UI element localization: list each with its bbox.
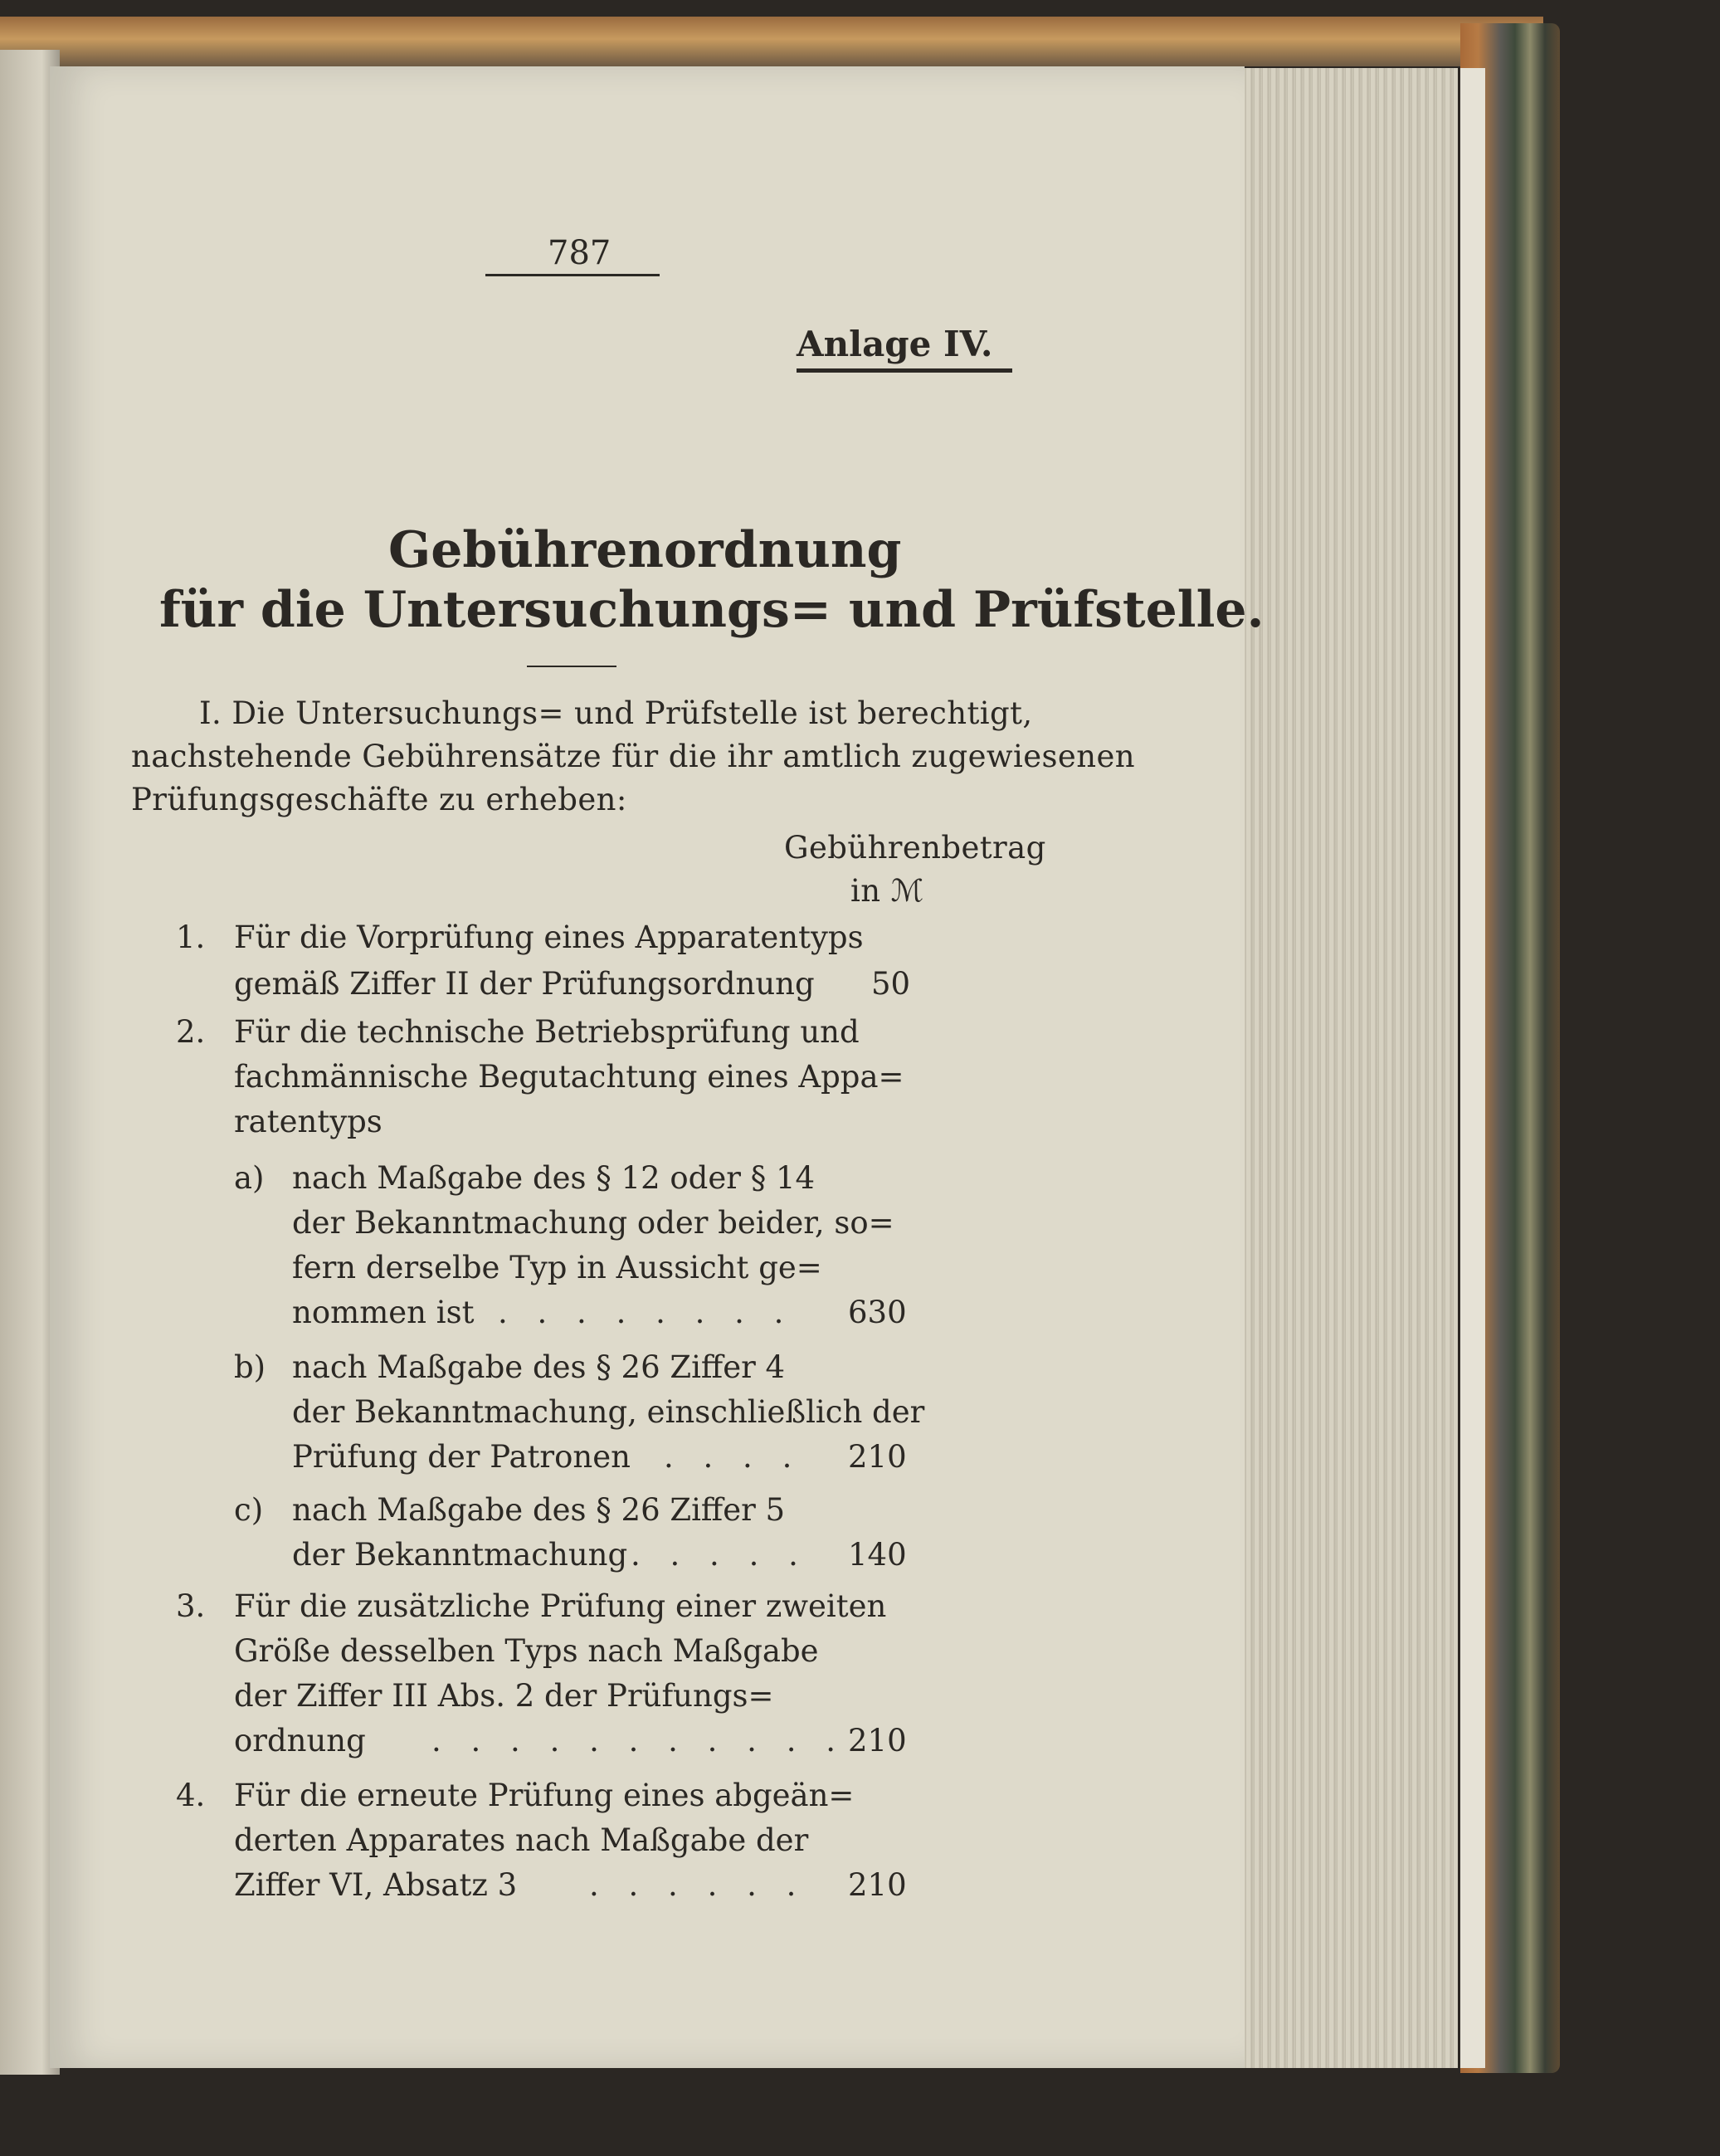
- item-text-line: nach Maßgabe des § 26 Ziffer 4: [292, 1349, 786, 1385]
- fee-amount: 50: [871, 966, 911, 1002]
- appendix-label: Anlage IV.: [797, 324, 993, 364]
- dot-leaders: . . . . . . . .: [498, 1295, 794, 1330]
- intro-line-3: Prüfungsgeschäfte zu erheben:: [131, 782, 627, 817]
- page-number-rule: [485, 274, 660, 276]
- page-title-line-1: Gebührenordnung: [388, 521, 902, 579]
- fee-amount: 140: [848, 1537, 907, 1573]
- item-text-line: Prüfung der Patronen: [292, 1439, 631, 1475]
- fee-amount: 210: [848, 1867, 907, 1903]
- intro-line-1: I. Die Untersuchungs= und Prüfstelle ist berechtigt,: [199, 695, 1033, 731]
- page-stack-edges: [1236, 68, 1458, 2068]
- title-divider: [527, 666, 616, 667]
- item-text-line: Für die erneute Prüfung eines abgeän=: [234, 1778, 855, 1813]
- item-text-line: Für die technische Betriebsprüfung und: [234, 1014, 860, 1050]
- page-stack-foreedge: [1460, 68, 1485, 2068]
- item-text-line: ratentyps: [234, 1104, 382, 1139]
- item-number: c): [234, 1492, 264, 1528]
- page-title-line-2: für die Untersuchungs= und Prüfstelle.: [159, 581, 1264, 639]
- item-text-line: der Bekanntmachung, einschließlich der: [292, 1394, 925, 1430]
- dot-leaders: . . . .: [664, 1439, 802, 1475]
- column-header-line-1: Gebührenbetrag: [784, 830, 1046, 866]
- fee-amount: 210: [848, 1439, 907, 1475]
- item-text-line: gemäß Ziffer II der Prüfungsordnung: [234, 966, 815, 1002]
- appendix-label-rule: [797, 368, 1012, 373]
- item-text-line: ordnung: [234, 1723, 366, 1758]
- intro-line-2: nachstehende Gebührensätze für die ihr amtlich zugewiesenen: [131, 739, 1135, 774]
- book-cover-top: [0, 17, 1543, 66]
- item-text-line: Für die zusätzliche Prüfung einer zweiten: [234, 1588, 887, 1624]
- fee-amount: 210: [848, 1723, 907, 1758]
- item-number: 3.: [176, 1588, 206, 1624]
- column-header-line-2: in ℳ: [850, 873, 924, 909]
- item-number: b): [234, 1349, 266, 1385]
- item-number: 4.: [176, 1778, 206, 1813]
- item-text-line: derten Apparates nach Maßgabe der: [234, 1822, 809, 1858]
- item-text-line: nach Maßgabe des § 26 Ziffer 5: [292, 1492, 786, 1528]
- item-text-line: fachmännische Begutachtung eines Appa=: [234, 1059, 904, 1095]
- fee-amount: 630: [848, 1295, 907, 1330]
- item-text-line: Ziffer VI, Absatz 3: [234, 1867, 518, 1903]
- dot-leaders: . . . . .: [631, 1537, 808, 1573]
- item-text-line: der Bekanntmachung: [292, 1537, 628, 1573]
- item-text-line: der Bekanntmachung oder beider, so=: [292, 1205, 894, 1241]
- item-number: a): [234, 1160, 265, 1196]
- page-number: 787: [548, 234, 612, 272]
- item-text-line: Für die Vorprüfung eines Apparatentyps: [234, 919, 864, 955]
- dot-leaders: . . . . . . . . . . .: [431, 1723, 845, 1758]
- item-text-line: fern derselbe Typ in Aussicht ge=: [292, 1250, 822, 1285]
- item-number: 1.: [176, 919, 206, 955]
- item-number: 2.: [176, 1014, 206, 1050]
- dot-leaders: . . . . . .: [589, 1867, 806, 1903]
- item-text-line: nach Maßgabe des § 12 oder § 14: [292, 1160, 816, 1196]
- item-text-line: der Ziffer III Abs. 2 der Prüfungs=: [234, 1678, 774, 1714]
- item-text-line: nommen ist: [292, 1295, 475, 1330]
- item-text-line: Größe desselben Typs nach Maßgabe: [234, 1633, 819, 1669]
